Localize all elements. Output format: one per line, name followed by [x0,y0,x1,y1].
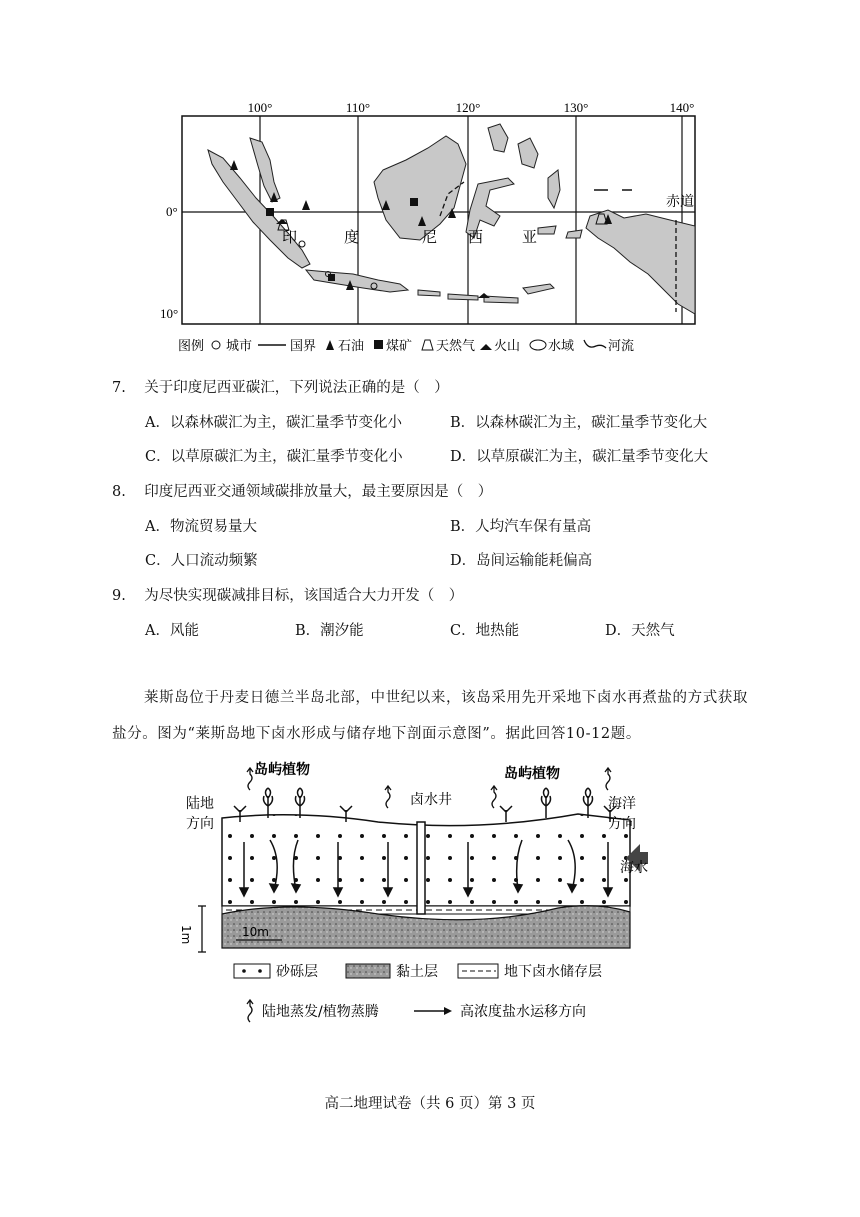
q7-option-d: D．以草原碳汇为主，碳汇量季节变化大 [450,449,709,465]
ocean-direction-label-1: 海洋 [608,796,636,812]
seawater-label: 海水 [620,860,648,876]
q7-option-c: C．以草原碳汇为主，碳汇量季节变化小 [145,449,403,465]
vertical-scale-label: 1m [179,925,193,945]
q9-option-d: D．天然气 [605,623,675,639]
q9-option-a: A．风能 [145,623,199,639]
legend-migration: 高浓度盐水运移方向 [460,1004,586,1020]
legend-volcano: 火山 [494,339,521,354]
q8-option-a: A．物流贸易量大 [145,519,257,535]
ocean-direction-label-2: 方向 [608,816,636,832]
lon-110: 110° [345,100,371,115]
legend-river: 河流 [608,339,635,354]
legend-city: 城市 [226,339,253,354]
horizontal-scale-label: 10m [242,925,269,939]
legend-evaporation: 陆地蒸发/植物蒸腾 [262,1004,379,1020]
plants-right-label: 岛屿植物 [504,766,560,782]
q8-option-b: B．人均汽车保有量高 [450,519,592,535]
q7-option-b: B．以森林碳汇为主，碳汇量季节变化大 [450,415,708,431]
plants-left-label: 岛屿植物 [254,762,310,778]
question-9-number: 9. [112,588,126,604]
question-8-text: 印度尼西亚交通领域碳排放量大，最主要原因是（ ） [144,484,493,500]
legend-water: 水域 [548,339,575,354]
question-7-text: 关于印度尼西亚碳汇，下列说法正确的是（ ） [144,380,449,396]
lat-0: 0° [166,204,178,219]
country-char-1: 印 [282,228,298,246]
q7-option-a: A．以森林碳汇为主，碳汇量季节变化小 [145,415,402,431]
country-char-2: 度 [344,228,360,246]
q8-option-d: D．岛间运输能耗偏高 [450,553,593,569]
question-8 [112,480,492,501]
equator-label: 赤道 [666,194,694,210]
country-char-3: 尼 [422,228,438,246]
legend-title: 图例 [178,339,205,354]
land-direction-label-1: 陆地 [186,796,214,812]
q9-option-b: B．潮汐能 [295,623,364,639]
question-9-text: 为尽快实现碳减排目标，该国适合大力开发（ ） [144,588,464,604]
page-footer: 高二地理试卷（共 6 页）第 3 页 [324,1096,536,1112]
lon-100: 100° [247,100,273,115]
indonesia-map [160,98,703,354]
country-char-4: 西 [468,228,484,246]
brine-well-label: 卤水井 [410,792,452,808]
q9-option-c: C．地热能 [450,623,520,639]
lat-10: 10° [160,306,179,321]
question-7 [112,376,449,397]
land-direction-label-2: 方向 [186,816,214,832]
legend-brine-layer: 地下卤水储存层 [504,964,602,980]
legend-oil: 石油 [338,339,365,354]
lon-120: 120° [455,100,481,115]
legend-gas: 天然气 [436,339,476,354]
legend-coal: 煤矿 [386,339,413,354]
q8-option-c: C．人口流动频繁 [145,553,258,569]
legend-border: 国界 [290,339,317,354]
question-9 [112,584,463,605]
legend-clay: 黏土层 [396,964,438,980]
passage: 莱斯岛位于丹麦日德兰半岛北部，中世纪以来，该岛采用先开采地下卤水再煮盐的方式获取盐分。图为“莱斯岛地下卤水形成与储存地下剖面示意图”。据此回答10-12题。 [112,690,748,742]
lon-130: 130° [563,100,589,115]
question-7-number: 7. [112,380,126,396]
brine-section-diagram [178,760,648,1030]
legend-gravel: 砂砾层 [276,964,318,980]
country-char-5: 亚 [522,228,538,246]
question-8-number: 8. [112,484,126,500]
lon-140: 140° [669,100,695,115]
